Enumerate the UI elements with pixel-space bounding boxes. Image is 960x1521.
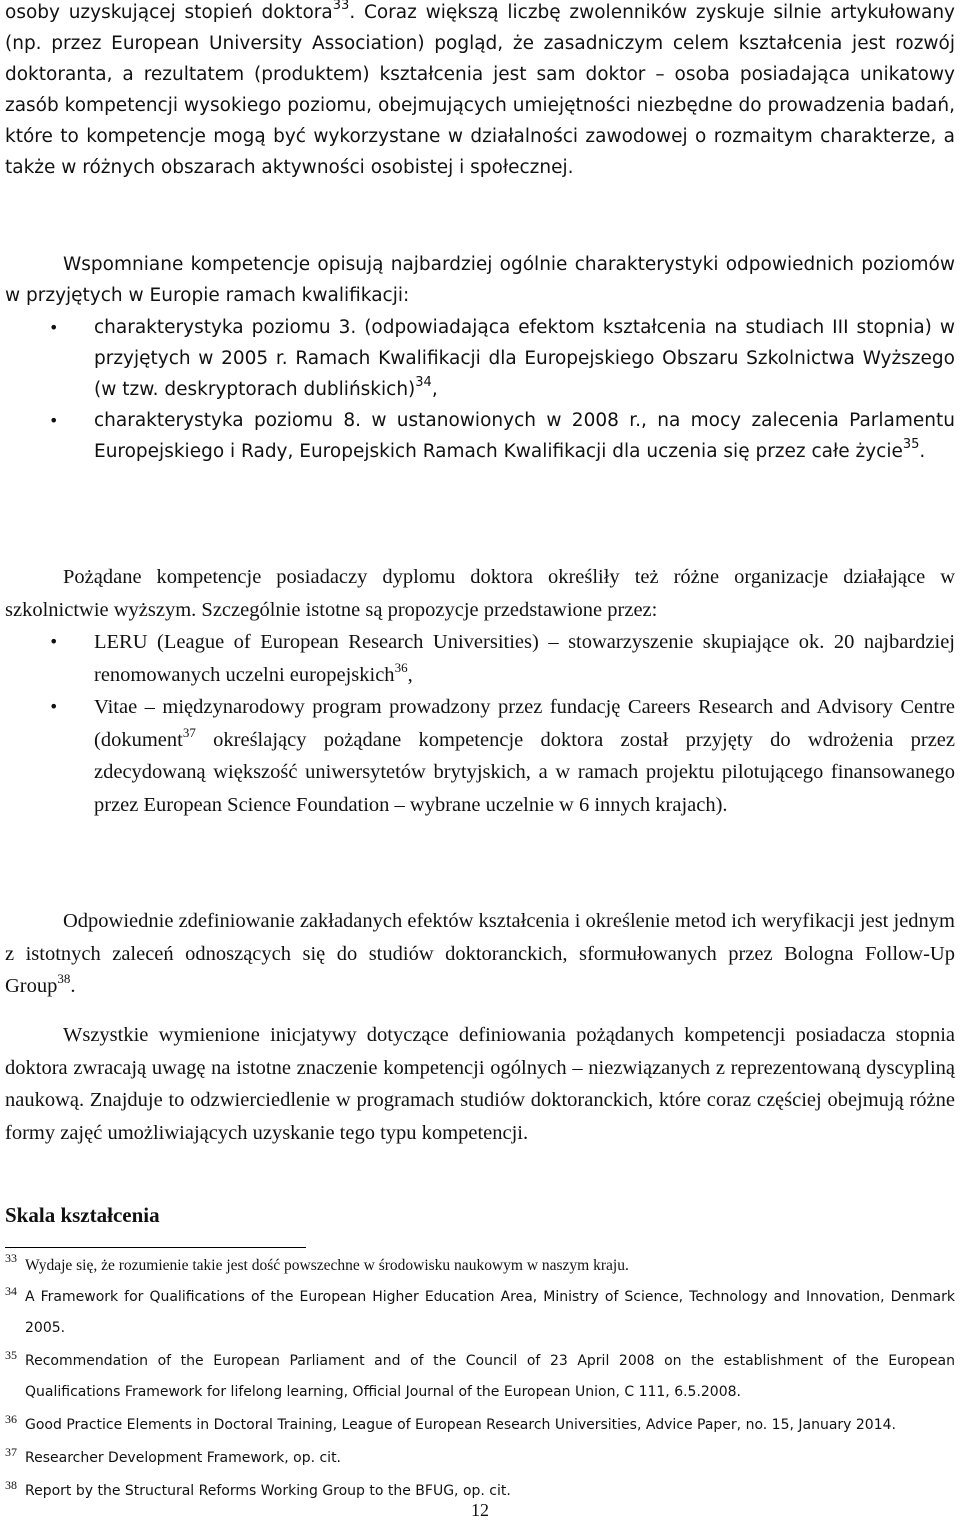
footnote-number: 35	[5, 1347, 17, 1362]
bullet-icon: •	[49, 411, 59, 430]
footnote-number: 34	[5, 1283, 17, 1298]
paragraph-4-text: Odpowiednie zdefiniowanie zakładanych efektów kształcenia i określenie metod ich weryfikacji jest jednym z istotnych zaleceń odnoszących się do studiów doktoranckich, sformułowanych przez Bologna Follow-Up Group	[5, 910, 955, 997]
list-item	[5, 312, 955, 405]
bullet-icon: •	[49, 318, 59, 337]
footnote-36	[5, 1408, 955, 1439]
footnote-text: Wydaje się, że rozumienie takie jest dość powszechne w środowisku naukowym w naszym kraju.	[25, 1257, 629, 1274]
footnote-37	[5, 1441, 955, 1472]
list-item	[5, 405, 955, 467]
bullet-list-1	[5, 312, 955, 467]
paragraph-4-tail: .	[70, 975, 76, 997]
footnote-number: 36	[5, 1411, 17, 1426]
paragraph-4	[5, 905, 955, 1003]
section-organizations	[5, 561, 955, 821]
paragraph-2: Wspomniane kompetencje opisują najbardziej ogólnie charakterystyki odpowiednich poziomów w przyjętych w Europie ramach kwalifikacji:	[5, 254, 955, 306]
list-item-tail: określający pożądane kompetencje doktora został przyjęty do wdrożenia przez zdecydowaną większość uniwersytetów brytyjskich, a w ramach projektu pilotującego finansowanego przez European Science Foundation – wybrane uczelnie w 6 innych krajach).	[94, 728, 955, 816]
footnote-number: 37	[5, 1444, 17, 1459]
footnote-number: 33	[5, 1251, 17, 1265]
footnote-ref-38[interactable]: 38	[57, 971, 71, 986]
paragraph-3: Pożądane kompetencje posiadaczy dyplomu doktora określiły też różne organizacje działające w szkolnictwie wyższym. Szczególnie istotne są propozycje przedstawione przez:	[5, 566, 955, 621]
list-item-text: charakterystyka poziomu 3. (odpowiadająca efektom kształcenia na studiach III stopnia) w przyjętych w 2005 r. Ramach Kwalifikacji dla Europejskiego Obszaru Szkolnictwa Wyższego (w tzw. deskryptorach dublińskich)	[94, 317, 955, 400]
footnotes	[5, 1251, 955, 1505]
paragraph-1-start: osoby uzyskującej stopień doktora	[5, 2, 333, 23]
paragraph-1-rest: . Coraz większą liczbę zwolenników zyskuje silnie artykułowany (np. przez European University Association) pogląd, że zasadniczym celem kształcenia jest rozwój doktoranta, a rezultatem (produktem) kształcenia jest sam doktor – osoba posiadająca unikatowy zasób kompetencji wysokiego poziomu, obejmujących umiejętności niezbędne do prowadzenia badań, które to kompetencje mogą być wykorzystane w działalności zawodowej o rozmaitym charakterze, a także w różnych obszarach aktywności osobistej i społecznej.	[5, 2, 955, 178]
footnote-text: Recommendation of the European Parliament and of the Council of 23 April 2008 on the establishment of the European Qualifications Framework for lifelong learning, Official Journal of the European Union, C 111, 6.5.2008.	[25, 1352, 955, 1400]
list-item-text: LERU (League of European Research Universities) – stowarzyszenie skupiające ok. 20 najbardziej renomowanych uczelni europejskich	[94, 631, 955, 686]
footnote-separator	[5, 1247, 306, 1248]
footnote-35	[5, 1344, 955, 1406]
page-number: 12	[471, 1500, 489, 1520]
footnote-ref-35[interactable]: 35	[902, 437, 920, 452]
footnote-ref-33[interactable]: 33	[332, 0, 350, 13]
bullet-icon: •	[49, 632, 59, 651]
footnote-33	[5, 1251, 955, 1277]
footnote-34	[5, 1280, 955, 1342]
footnote-number: 38	[5, 1477, 17, 1492]
list-item-tail: ,	[431, 379, 438, 400]
section-heading: Skala kształcenia	[5, 1203, 160, 1227]
paragraph-1	[5, 0, 955, 183]
paragraph-5: Wszystkie wymienione inicjatywy dotyczące definiowania pożądanych kompetencji posiadacza stopnia doktora zwracają uwagę na istotne znaczenie kompetencji ogólnych – niezwiązanych z reprezentowaną dyscypliną naukową. Znajduje to odzwierciedlenie w programach studiów doktoranckich, które coraz częściej obejmują różne formy zajęć umożliwiających uzyskanie tego typu kompetencji.	[5, 1024, 955, 1144]
footnote-text: Good Practice Elements in Doctoral Training, League of European Research Universities, Advice Paper, no. 15, January 2014.	[25, 1416, 896, 1433]
footnote-ref-34[interactable]: 34	[415, 375, 432, 390]
section-qualifications	[5, 249, 955, 467]
footnote-text: A Framework for Qualifications of the European Higher Education Area, Ministry of Science, Technology and Innovation, Denmark 2005.	[25, 1288, 955, 1336]
list-item-tail: ,	[407, 663, 413, 686]
footnote-ref-37[interactable]: 37	[182, 724, 196, 740]
list-item	[5, 691, 955, 821]
footnote-text: Report by the Structural Reforms Working Group to the BFUG, op. cit.	[25, 1482, 511, 1499]
footnote-text: Researcher Development Framework, op. cit.	[25, 1449, 342, 1466]
list-item-tail: .	[919, 441, 926, 462]
list-item	[5, 626, 955, 691]
footnote-ref-36[interactable]: 36	[394, 659, 408, 675]
bullet-list-2	[5, 626, 955, 821]
bullet-icon: •	[49, 697, 59, 716]
list-item-text: charakterystyka poziomu 8. w ustanowionych w 2008 r., na mocy zalecenia Parlamentu Europejskiego i Rady, Europejskich Ramach Kwalifikacji dla uczenia się przez całe życie	[94, 410, 955, 462]
list-item-text: Vitae – międzynarodowy program prowadzony przez fundację Careers Research and Advisory Centre (dokument	[94, 696, 955, 751]
